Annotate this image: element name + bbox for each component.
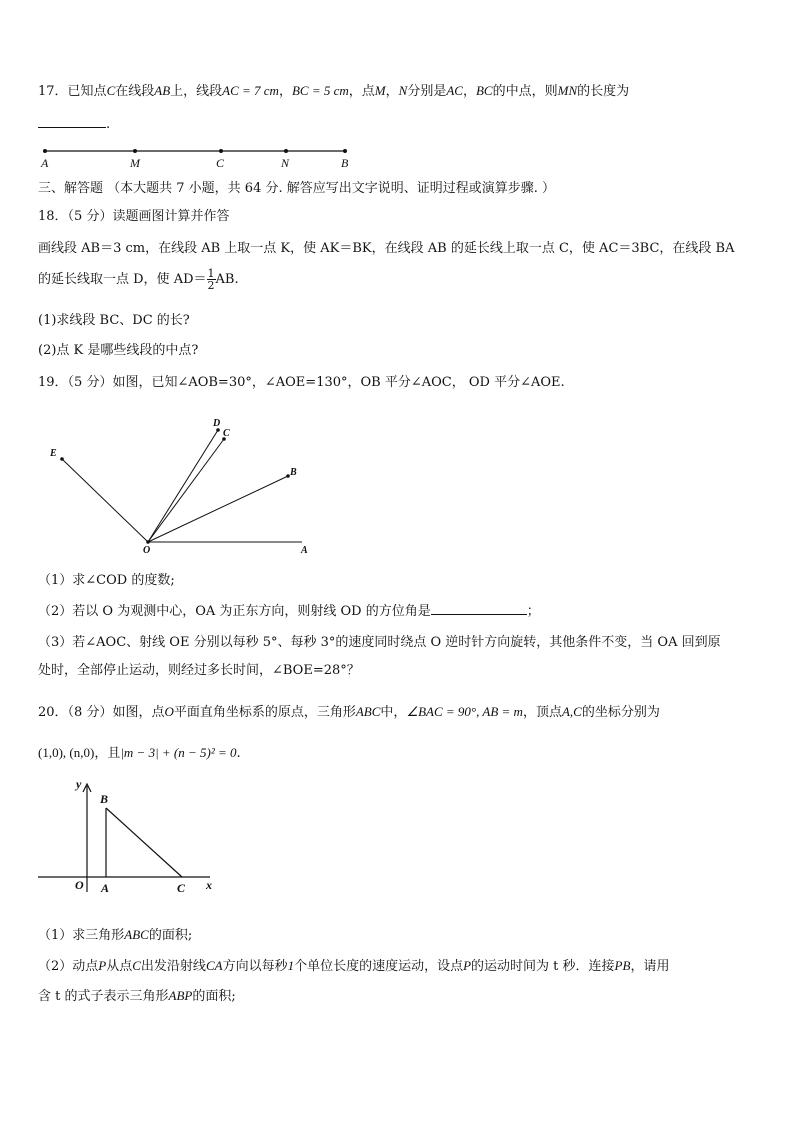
math: |m − 3| + (n − 5)² = 0: [120, 745, 237, 760]
text: 的长度为: [577, 84, 630, 99]
text: 的坐标分别为: [581, 705, 660, 720]
text: ，: [462, 84, 476, 99]
q20-line2: [38, 744, 241, 763]
q17-segment-figure: [36, 142, 356, 172]
q19-angle-figure: [40, 412, 320, 562]
text: 个单位长度的速度运动，设点: [294, 959, 464, 974]
math: ABC: [355, 704, 381, 719]
math: 1: [287, 958, 295, 973]
point-label: A: [301, 545, 308, 556]
q20-coordinate-figure: [34, 776, 224, 896]
point: [43, 149, 47, 153]
q19-sub3-line2: 处时，全部停止运动，则经过多长时间，∠BOE=28°？: [38, 663, 360, 678]
text: ，顶点: [522, 705, 562, 720]
point-label: A: [101, 881, 110, 895]
answer-blank[interactable]: [38, 127, 106, 128]
point: [146, 540, 150, 544]
point-label: C: [216, 156, 225, 170]
text: 的中点，则: [492, 84, 558, 99]
math: AC = 7 cm: [222, 83, 279, 98]
point-label: C: [177, 881, 186, 895]
math: N: [398, 83, 408, 98]
text: 出发沿射线: [140, 959, 206, 974]
math: AC: [446, 83, 463, 98]
math: CA: [205, 958, 223, 973]
point: [284, 149, 288, 153]
ray-OE: [62, 459, 148, 542]
q20-line1: [38, 703, 660, 722]
q18-line1: 画线段 AB＝3 cm，在线段 AB 上取一点 K，使 AK＝BK，在线段 AB 的延长线上取一点 C，使 AC＝3BC，在线段 BA: [38, 241, 735, 256]
math: C: [106, 83, 116, 98]
denominator: 2: [207, 279, 215, 292]
text: 平面直角坐标系的原点，三角形: [173, 705, 356, 720]
point: [60, 457, 64, 461]
text: .: [106, 117, 111, 132]
text: 的面积;: [148, 928, 193, 943]
question-number: 17．: [38, 84, 68, 99]
math: O: [164, 704, 174, 719]
text: ，: [385, 84, 399, 99]
point-label: O: [143, 545, 151, 556]
point-label: B: [341, 156, 349, 170]
text: ；: [526, 604, 540, 619]
q18-sub2: (2)点 K 是哪些线段的中点?: [38, 343, 199, 358]
q19-title: 19．（5 分）如图，已知∠AOB=30°，∠AOE=130°，OB 平分∠AOC， OD 平分∠AOE.: [38, 375, 565, 390]
math: ABP: [168, 988, 193, 1003]
point-label: N: [281, 156, 290, 170]
q18-line2: [38, 268, 239, 291]
text: ，请用: [630, 959, 670, 974]
math: BC: [475, 83, 493, 98]
q20-sub1: [38, 926, 192, 945]
fraction: [207, 268, 216, 291]
text: （2）若以 O 为观测中心，OA 为正东方向，则射线 OD 的方位角是: [38, 604, 431, 619]
q17-text: [38, 82, 629, 101]
math: MN: [557, 83, 578, 98]
math: AB: [154, 83, 171, 98]
axis-label: x: [206, 878, 212, 892]
q20-sub2-line1: [38, 957, 669, 976]
text: ，: [278, 84, 292, 99]
text: 中，: [380, 705, 407, 720]
section-heading: 三、解答题 （本大题共 7 小题，共 64 分. 解答应写出文字说明、证明过程或演算步骤. ）: [38, 181, 556, 196]
q17-answer-line: [38, 116, 110, 134]
math: M: [374, 83, 386, 98]
text: AB.: [215, 272, 239, 287]
math: PB: [614, 958, 631, 973]
text: （1）求三角形: [38, 928, 125, 943]
q20-sub2-line2: [38, 987, 236, 1006]
point: [343, 149, 347, 153]
text: .: [236, 746, 241, 761]
math: P: [463, 958, 472, 973]
point-label: M: [130, 156, 140, 170]
point-label: B: [100, 792, 109, 806]
text: ，点: [348, 84, 375, 99]
q19-sub2: [38, 603, 540, 621]
point: [219, 149, 223, 153]
math: P: [98, 958, 107, 973]
text: ，且: [94, 746, 121, 761]
text: 已知点: [67, 84, 107, 99]
math: A,C: [561, 704, 582, 719]
text: 从点: [106, 959, 133, 974]
text: 含 t 的式子表示三角形: [38, 989, 169, 1004]
answer-blank[interactable]: [431, 614, 527, 615]
q18-title: 18．（5 分）读题画图计算并作答: [38, 209, 230, 224]
math: BC = 5 cm: [291, 83, 349, 98]
q19-sub3-line1: （3）若∠AOC、射线 OE 分别以每秒 5°、每秒 3°的速度同时绕点 O 逆时针方向旋转，其他条件不变，当 OA 回到原: [38, 635, 721, 650]
text: 的面积;: [192, 989, 236, 1004]
point-label: C: [223, 428, 230, 439]
text: 方向以每秒: [222, 959, 288, 974]
axis-label: y: [76, 777, 82, 791]
math: ABC: [124, 927, 149, 942]
point-label: E: [50, 448, 57, 459]
q18-sub1: (1)求线段 BC、DC 的长?: [38, 313, 190, 328]
numerator: 1: [207, 267, 215, 280]
point: [133, 149, 137, 153]
side-BC: [106, 808, 182, 877]
text: 分别是: [407, 84, 447, 99]
text: 上，线段: [170, 84, 223, 99]
text: 的运动时间为 t 秒．连接: [471, 959, 615, 974]
point-label: B: [290, 467, 297, 478]
point-label: O: [75, 878, 84, 892]
text: （2）动点: [38, 959, 99, 974]
math: C: [132, 958, 141, 973]
ray-OC: [148, 439, 224, 542]
math: (1,0), (n,0): [38, 745, 95, 760]
text: 的延长线取一点 D，使 AD＝: [38, 272, 207, 287]
text: 20．（8 分）如图，点: [38, 705, 165, 720]
point-label: A: [41, 156, 49, 170]
point-label: D: [213, 418, 221, 429]
math: ∠BAC = 90°, AB = m: [406, 704, 523, 719]
q19-sub1: （1）求∠COD 的度数;: [38, 573, 175, 588]
text: 在线段: [115, 84, 155, 99]
